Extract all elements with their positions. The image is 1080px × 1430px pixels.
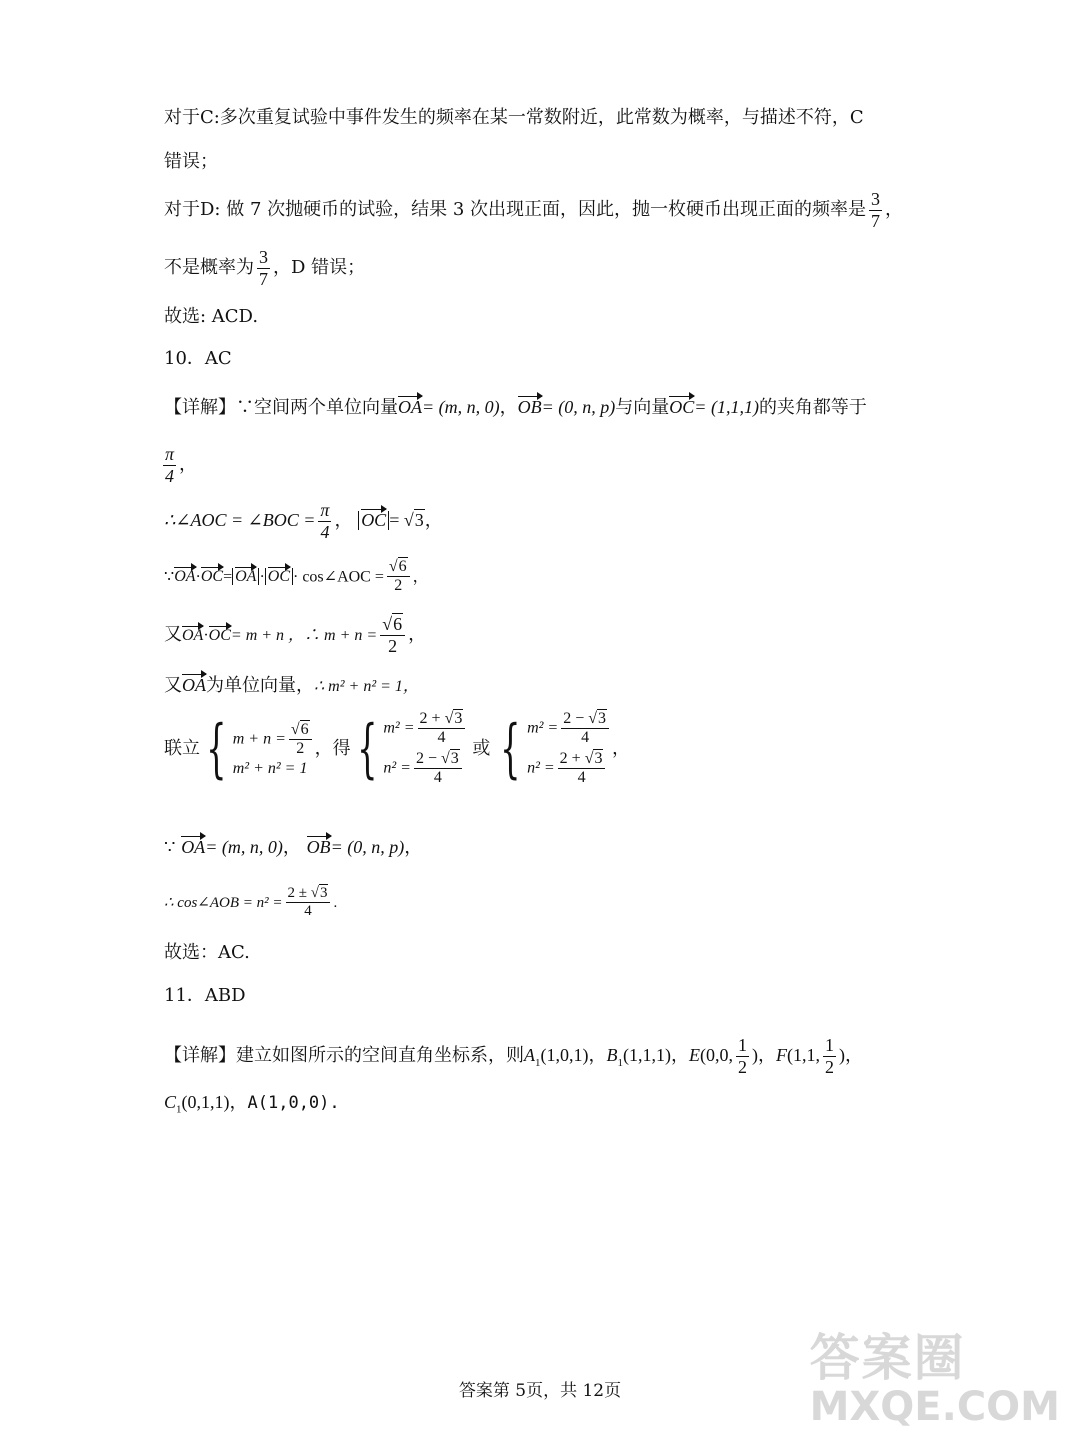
cos-aob: ∴ cos∠AOB = n² = (164, 894, 283, 911)
numerator: 2 + √3 (418, 710, 466, 729)
because: ∵ (164, 568, 175, 586)
denominator: 7 (259, 268, 268, 289)
angles: ∴∠AOC = ∠BOC = (164, 510, 316, 531)
numerator: 2 ± √3 (286, 885, 331, 903)
text: 2 − (563, 710, 589, 727)
denominator: 4 (304, 903, 312, 920)
vector-oa: OA (181, 837, 206, 857)
fraction-sqrt6-2 (289, 721, 312, 759)
text: 联立 (164, 737, 200, 759)
paren: ) (839, 1045, 845, 1066)
text: ， (845, 1045, 863, 1067)
text: ， (885, 199, 904, 221)
page-footer: 答案第 5页，共 12页 (458, 1381, 622, 1401)
eq: n² = (383, 759, 411, 777)
text: ，D 错误； (273, 257, 366, 279)
vector-oc: OC (208, 627, 231, 645)
numerator: 1 (738, 1035, 747, 1055)
q10-detail-line (164, 398, 867, 417)
angle-equality-line (164, 500, 443, 542)
period: . (333, 894, 338, 911)
watermark-text: 答案圈 (809, 1329, 966, 1387)
text: 对于D: 做 7 次抛硬币的试验，结果 3 次出现正面，因此，抛一枚硬币出现正面的频率是 (164, 199, 867, 221)
fraction (286, 885, 331, 921)
eq: m² = (383, 719, 415, 737)
oa-value: = (m, n, 0) (422, 397, 500, 417)
detail-label: 【详解】 (164, 397, 236, 418)
vectors-recall-line (164, 838, 422, 857)
numerator: 2 − √3 (561, 710, 609, 729)
text: ， (282, 837, 301, 858)
cos-aob-line (164, 885, 337, 921)
watermark-logo (810, 1318, 1060, 1430)
denominator: 4 (433, 769, 442, 787)
point-f: F (776, 1045, 787, 1066)
vector-oa: OA (182, 675, 206, 695)
numerator: √6 (289, 721, 312, 740)
sqrt-3: √3 (403, 510, 424, 531)
equals: = (389, 510, 404, 531)
dot: · (195, 568, 201, 586)
fraction-3-7 (869, 189, 882, 231)
detail-label: 【详解】 (164, 1045, 236, 1067)
eq: m + n = (232, 730, 286, 748)
because: ∵ (164, 837, 176, 857)
vector-oc: OC (200, 568, 224, 586)
text: ， (408, 624, 427, 646)
text: 2 ± (287, 885, 311, 901)
text: ， (412, 566, 429, 586)
text: ， (499, 397, 518, 418)
fraction (414, 750, 462, 788)
q10-title: 10．AC (164, 348, 232, 369)
q11-title: 11．ABD (164, 985, 246, 1006)
fraction (418, 710, 466, 748)
vector-oa: OA (174, 568, 196, 586)
numerator: √6 (380, 614, 405, 636)
option-c-line: 对于C:多次重复试验中事件发生的频率在某一常数附近，此常数为概率，与描述不符，C (164, 107, 864, 128)
m-plus-n-line: 又OA·OC= m + n ，∴ m + n = $\frac{√6}{2}$ ， (164, 614, 427, 656)
oa-value: = (m, n, 0) (205, 837, 283, 857)
denominator: 2 (738, 1056, 747, 1077)
unit-eq: ∴ m² + n² = 1， (314, 678, 419, 695)
vector-ob: OB (517, 397, 542, 417)
radicand: 3 (598, 710, 607, 727)
fraction-1-2 (736, 1035, 749, 1077)
numerator: 2 + √3 (558, 750, 606, 769)
text: ， (179, 454, 198, 476)
text: 2 + (419, 710, 445, 727)
dot-product-line (164, 558, 429, 596)
subscript: 1 (176, 1103, 182, 1116)
option-d-line-2 (164, 247, 365, 289)
system-1 (233, 719, 315, 779)
abs-oc (265, 568, 293, 585)
fraction (558, 750, 606, 788)
ob-value: = (0, n, p) (541, 397, 616, 417)
text: ， (612, 737, 631, 759)
numerator: √6 (387, 558, 410, 577)
vector-oc: OC (669, 397, 695, 417)
denominator: 4 (437, 729, 446, 747)
f-value: (1,1, (787, 1045, 820, 1066)
radicand: 6 (300, 720, 309, 738)
fraction-3-7 (257, 247, 270, 289)
text: 与向量 (615, 397, 670, 418)
fraction-sqrt6-2 (387, 558, 410, 596)
text: 不是概率为 (164, 257, 254, 279)
denominator: 2 (394, 577, 403, 595)
radicand: 6 (398, 558, 407, 575)
text: 为单位向量， (206, 675, 314, 696)
denominator: 2 (825, 1056, 834, 1077)
text: 建立如图所示的空间直角坐标系，则 (236, 1045, 524, 1067)
subscript: 1 (535, 1056, 541, 1069)
text: 2 + (559, 749, 585, 767)
numerator: π (320, 500, 330, 520)
vector-oa: OA (182, 627, 204, 645)
text: 2 − (415, 749, 441, 767)
q11-detail-line (164, 1035, 863, 1077)
system-line (164, 708, 630, 790)
text: ， (424, 510, 443, 532)
vector-oc: OC (361, 510, 387, 531)
pi-over-4-line (160, 444, 197, 486)
denominator: 2 (388, 635, 398, 656)
radicand: 6 (393, 614, 403, 634)
vector-oa: OA (235, 568, 257, 586)
numerator: 3 (871, 189, 881, 209)
vector-oa: OA (398, 397, 422, 417)
abs-oa (232, 568, 259, 585)
answer-9: 故选: ACD. (164, 306, 259, 327)
unit-vector-line (164, 676, 419, 695)
equals: = (223, 568, 233, 586)
text: 又 (164, 675, 182, 696)
text: ， (758, 1045, 776, 1067)
eq: n² = (527, 759, 555, 777)
b1-value: (1,1,1) (623, 1045, 671, 1066)
dot: · (259, 568, 265, 586)
eq: m² = (527, 719, 559, 737)
left-brace: { (206, 711, 227, 786)
radicand: 3 (594, 749, 603, 767)
watermark-url: MXQE.COM (809, 1384, 1060, 1430)
text: ∵空间两个单位向量 (236, 397, 398, 418)
radicand: 3 (454, 710, 463, 727)
denominator: 7 (871, 210, 881, 231)
q11-points-line (164, 1093, 340, 1116)
point-a1: A (524, 1045, 535, 1066)
option-d-line (164, 189, 903, 231)
numerator: 2 − √3 (414, 750, 462, 769)
point-b1: B (606, 1045, 618, 1066)
text: 的夹角都等于 (758, 397, 867, 418)
ob-value: = (0, n, p) (330, 837, 405, 857)
text: ， (671, 1045, 689, 1067)
denominator: 4 (165, 465, 175, 486)
option-c-line-2: 错误； (164, 151, 218, 172)
text: 又 (164, 624, 182, 646)
left-brace: { (356, 711, 378, 786)
fraction-pi-4 (318, 500, 331, 542)
answer-10: 故选：AC. (164, 942, 250, 963)
point-e: E (689, 1045, 700, 1066)
denominator: 4 (577, 769, 586, 787)
denominator: 2 (296, 740, 305, 758)
cos-aoc: · cos∠AOC = (293, 568, 384, 586)
left-brace: { (500, 711, 521, 786)
fraction-1-2 (823, 1035, 836, 1077)
text: ， (588, 1045, 607, 1067)
eq: m² + n² = 1 (232, 759, 308, 777)
point-c1: C (164, 1092, 177, 1112)
radicand: 3 (450, 749, 459, 767)
m-plus-n-eq: = m + n ，∴ m + n = (230, 627, 378, 645)
text: ，得 (314, 737, 351, 759)
text: ， (404, 837, 423, 858)
oc-value: = (1,1,1) (694, 397, 759, 417)
fraction-pi-4 (163, 444, 176, 486)
a1-value: (1,0,1) (540, 1045, 589, 1066)
text: ， (334, 510, 353, 532)
numerator: 1 (825, 1035, 834, 1055)
fraction-sqrt6-2 (380, 614, 405, 656)
paren: ) (752, 1045, 758, 1066)
vector-ob: OB (306, 837, 331, 857)
system-3 (527, 708, 612, 790)
abs-oc (358, 511, 389, 530)
numerator: π (165, 444, 175, 464)
c1-value: (0,1,1) (181, 1092, 230, 1112)
a-value: A(1,0,0). (247, 1093, 340, 1113)
e-value: (0,0, (700, 1045, 733, 1066)
fraction (561, 710, 609, 748)
denominator: 4 (320, 521, 330, 542)
numerator: 3 (259, 247, 268, 267)
radicand: 3 (414, 510, 424, 531)
text: 或 (472, 737, 491, 759)
text: ， (229, 1092, 248, 1113)
system-2 (383, 708, 468, 790)
denominator: 4 (581, 729, 590, 747)
vector-oc: OC (267, 568, 290, 586)
radicand: 3 (319, 885, 328, 901)
subscript: 1 (617, 1056, 623, 1069)
